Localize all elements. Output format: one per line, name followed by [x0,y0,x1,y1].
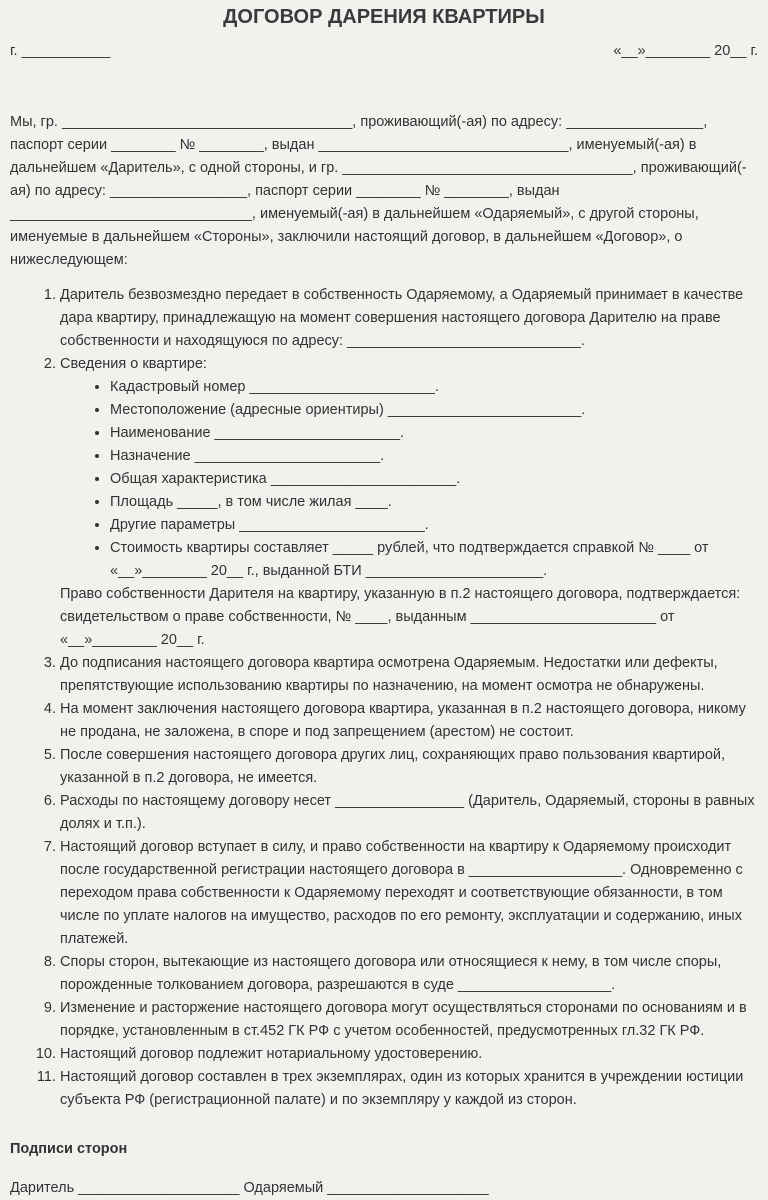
intro-paragraph: Мы, гр. ____________________________________, проживающий(-ая) по адресу: _________________, паспорт серии ________ № ________, выдан _______________________________, именуемый(-ая) в дальнейшем «Даритель», с одной стороны, и гр. ____________________________________, проживающий(-ая) по адресу: _________________, паспорт серии ________ № ________, выдан ______________________________, именуемый(-ая) в дальнейшем «Одаряемый», с другой стороны, именуемые в дальнейшем «Стороны», заключили настоящий договор, в дальнейшем «Договор», о нижеследующем: [10,114,747,268]
clause-3: 3. До подписания настоящего договора квартира осмотрена Одаряемым. Недостатки или дефекты, препятствующие использованию квартиры по назначению, на момент осмотра не обнаружены. [60,652,758,698]
clause-9: 9. Изменение и расторжение настоящего договора могут осуществляться сторонами по основаниям и в порядке, установленным в ст.452 ГК РФ с учетом особенностей, предусмотренных гл.32 ГК РФ. [60,997,758,1043]
city-field: г. ___________ [10,43,111,59]
signatures-title: Подписи сторон [10,1141,128,1157]
prop-area: • Площадь _____, в том числе жилая ____. [110,491,758,514]
prop-other: • Другие параметры _______________________. [110,514,758,537]
prop-name: • Наименование _______________________. [110,422,758,445]
clause-1: 1. Даритель безвозмездно передает в собственность Одаряемому, а Одаряемый принимает в качестве дара квартиру, принадлежащую на момент совершения настоящего договора Дарителю на праве собственности и находящуюся по адресу: _____________________________. [60,284,758,353]
clauses-list [10,284,758,1112]
prop-purpose: • Назначение _______________________. [110,445,758,468]
clause-7: 7. Настоящий договор вступает в силу, и право собственности на квартиру к Одаряемому происходит после государственной регистрации настоящего договора в ___________________. Одновременно с переходом права собственности к Одаряемому переходят и соответствующие обязанности, в том числе по уплате налогов на имущество, расходов по его ремонту, эксплуатации и содержанию, иных платежей. [60,836,758,951]
prop-location: • Местоположение (адресные ориентиры) ________________________. [110,399,758,422]
clause-2-text: Сведения о квартире: [60,356,207,372]
place-date-line [10,40,758,63]
clause-4: 4. На момент заключения настоящего договора квартира, указанная в п.2 настоящего договора, никому не продана, не заложена, в споре и под запрещением (арестом) не состоит. [60,698,758,744]
signatures-line: Даритель ____________________ Одаряемый ____________________ [10,1180,489,1196]
clause-11: 11. Настоящий договор составлен в трех экземплярах, один из которых хранится в учреждении юстиции субъекта РФ (регистрационной палате) и по экземпляру у каждой из сторон. [60,1066,758,1112]
prop-cadastral: • Кадастровый номер _______________________. [110,376,758,399]
clause-10: 10. Настоящий договор подлежит нотариальному удостоверению. [60,1043,758,1066]
date-field: «__»________ 20__ г. [613,43,758,59]
clause-6: 6. Расходы по настоящему договору несет ________________ (Даритель, Одаряемый, стороны в равных долях и т.п.). [60,790,758,836]
document-title: ДОГОВОР ДАРЕНИЯ КВАРТИРЫ [223,6,545,28]
apartment-props-list [60,376,758,583]
clause-5: 5. После совершения настоящего договора других лиц, сохраняющих право пользования квартирой, указанной в п.2 договора, не имеется. [60,744,758,790]
ownership-paragraph: Право собственности Дарителя на квартиру, указанную в п.2 настоящего договора, подтверждается: свидетельством о праве собственности, № ____, выданным _______________________ от «__»________ 20__ г. [60,586,741,648]
clause-8: 8. Споры сторон, вытекающие из настоящего договора или относящиеся к нему, в том числе споры, порожденные толкованием договора, разрешаются в суде ___________________. [60,951,758,997]
prop-cost: • Стоимость квартиры составляет _____ рублей, что подтверждается справкой № ____ от «__»________ 20__ г., выданной БТИ ______________________. [110,537,758,583]
prop-characteristics: • Общая характеристика _______________________. [110,468,758,491]
clause-2 [60,353,758,652]
